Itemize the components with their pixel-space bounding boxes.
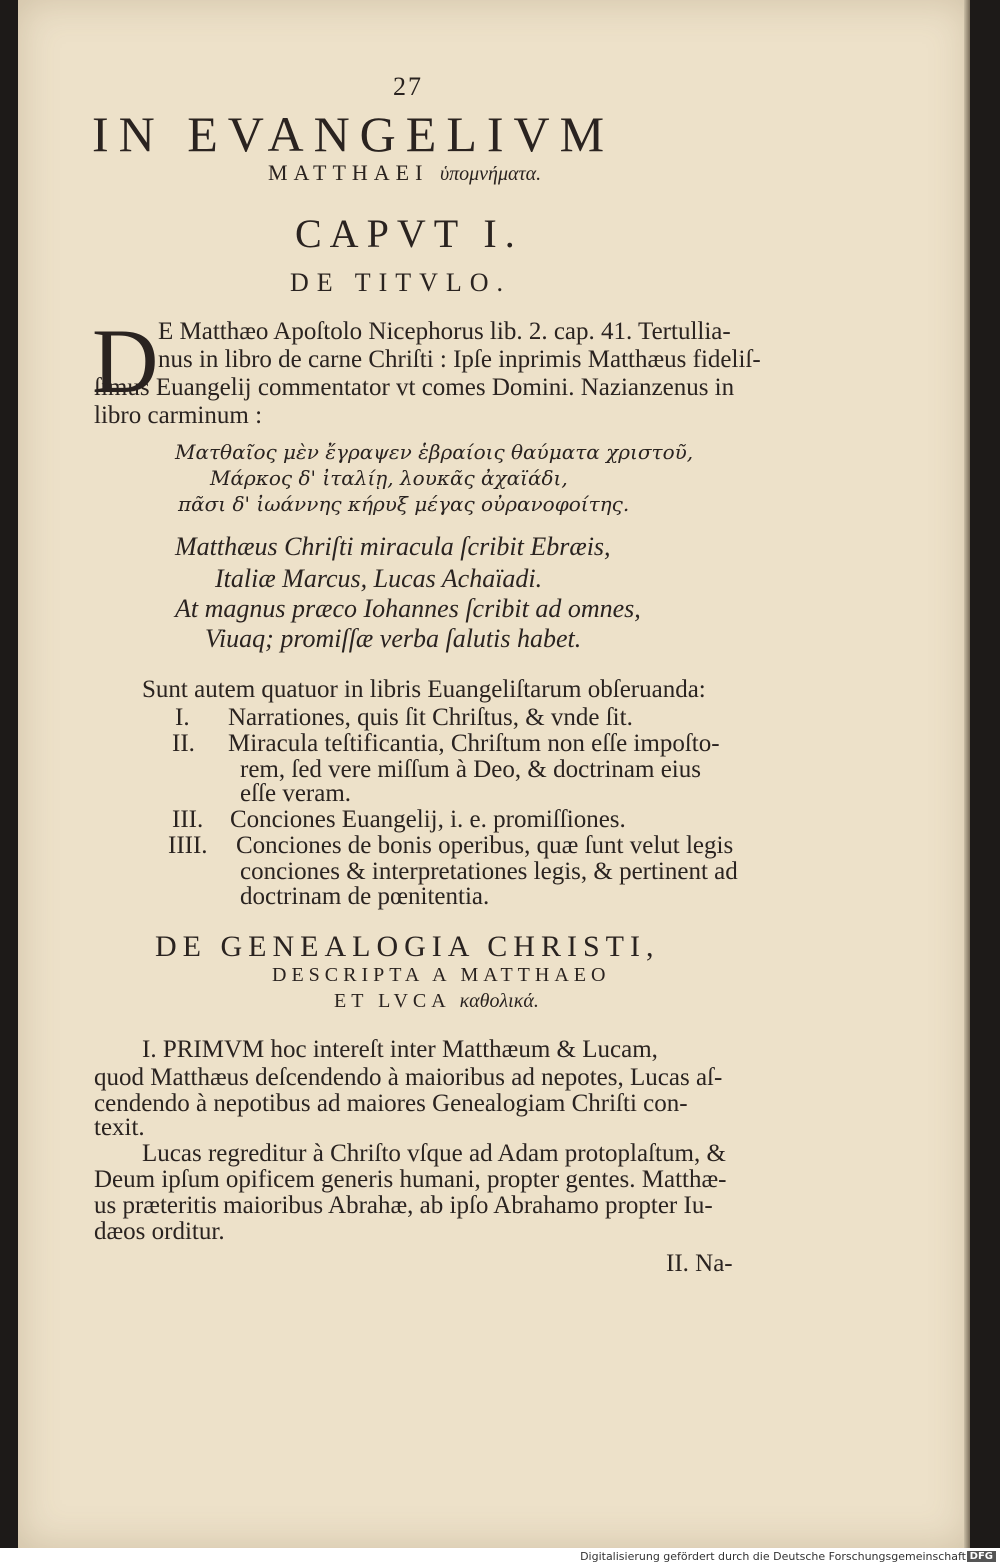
page-number: 27 <box>393 72 423 101</box>
intro-line: E Matthæo Apoſtolo Nicephorus lib. 2. cap. 41. Tertullia- <box>158 318 731 345</box>
genealogy-line: Deum ipſum opificem generis humani, propter gentes. Matthæ- <box>94 1166 727 1193</box>
funding-credit: Digitalisierung gefördert durch die Deutsche Forschungsgemeinschaft <box>580 1550 966 1563</box>
intro-line: libro carminum : <box>94 402 263 429</box>
list-item-text: rem, ſed vere miſſum à Deo, & doctrinam eius <box>240 756 701 783</box>
genealogy-line: texit. <box>94 1114 145 1141</box>
genealogy-line: quod Matthæus deſcendendo à maioribus ad nepotes, Lucas aſ- <box>94 1064 723 1091</box>
list-number: II. <box>172 730 195 757</box>
genealogy-subheading: DESCRIPTA A MATTHAEO <box>272 964 611 986</box>
list-item-text: Narrationes, quis ſit Chriſtus, & vnde ſit. <box>228 704 633 731</box>
list-item-text: Miracula teſtificantia, Chriſtum non eſſe impoſto- <box>228 730 720 757</box>
genealogy-line: Lucas regreditur à Chriſto vſque ad Adam protoplaſtum, & <box>142 1140 726 1167</box>
list-item-text: eſſe veram. <box>240 780 352 807</box>
intro-line: nus in libro de carne Chriſti : Ipſe inprimis Matthæus fideliſ- <box>158 346 761 373</box>
latin-verse-line: Italiæ Marcus, Lucas Achaïadi. <box>215 564 543 593</box>
list-number: IIII. <box>168 832 208 859</box>
catchword: II. Na- <box>666 1250 733 1277</box>
latin-verse-line: Matthæus Chriſti miracula ſcribit Ebræis, <box>175 532 611 561</box>
genealogy-line: I. PRIMVM hoc intereſt inter Matthæum & Lucam, <box>142 1036 658 1063</box>
genealogy-line: dæos orditur. <box>94 1218 225 1245</box>
genealogy-subheading <box>334 990 539 1013</box>
page-subtitle <box>268 160 541 186</box>
latin-verse-line: Viuaq; promiſſæ verba ſalutis habet. <box>205 624 582 653</box>
latin-verse-line: At magnus præco Iohannes ſcribit ad omnes, <box>175 594 641 623</box>
genealogy-sub-latin: ET LVCA <box>334 990 450 1012</box>
genealogy-line: cendendo à nepotibus ad maiores Genealogiam Chriſti con- <box>94 1090 688 1117</box>
list-item-text: Conciones de bonis operibus, quæ ſunt velut legis <box>236 832 734 859</box>
section-heading: DE TITVLO. <box>290 268 512 297</box>
list-item-text: conciones & interpretationes legis, & pertinent ad <box>240 858 738 885</box>
dfg-logo: DFG <box>967 1551 996 1562</box>
chapter-heading: CAPVT I. <box>295 211 523 256</box>
genealogy-sub-greek: καθολικά. <box>459 990 539 1012</box>
greek-verse-line: Ματθαῖος μὲν ἔγραψεν ἑβραίοις θαύματα χριστοῦ, <box>175 440 694 464</box>
greek-verse-line: πᾶσι δ' ἰωάννης κήρυξ μέγας οὐρανοφοίτης. <box>178 492 630 516</box>
genealogy-heading: DE GENEALOGIA CHRISTI, <box>155 930 660 963</box>
intro-line: ſimus Euangelij commentator vt comes Domini. Nazianzenus in <box>94 374 735 401</box>
list-number: I. <box>175 704 190 731</box>
list-number: III. <box>172 806 204 833</box>
greek-verse-line: Μάρκος δ' ἰταλίῃ, λουκᾶς ἀχαϊάδι, <box>210 466 568 490</box>
genealogy-line: us præteritis maioribus Abrahæ, ab ipſo Abrahamo propter Iu- <box>94 1192 713 1219</box>
observanda-intro: Sunt autem quatuor in libris Euangeliſtarum obſeruanda: <box>142 676 706 703</box>
list-item-text: Conciones Euangelij, i. e. promiſſiones. <box>230 806 626 833</box>
subtitle-greek: ὑπομνήματα. <box>439 163 542 185</box>
page-title: IN EVANGELIVM <box>92 106 615 162</box>
page-edge <box>964 0 970 1548</box>
list-item-text: doctrinam de pœnitentia. <box>240 883 490 910</box>
subtitle-latin: MATTHAEI <box>268 160 429 185</box>
drop-cap: D <box>92 310 159 412</box>
